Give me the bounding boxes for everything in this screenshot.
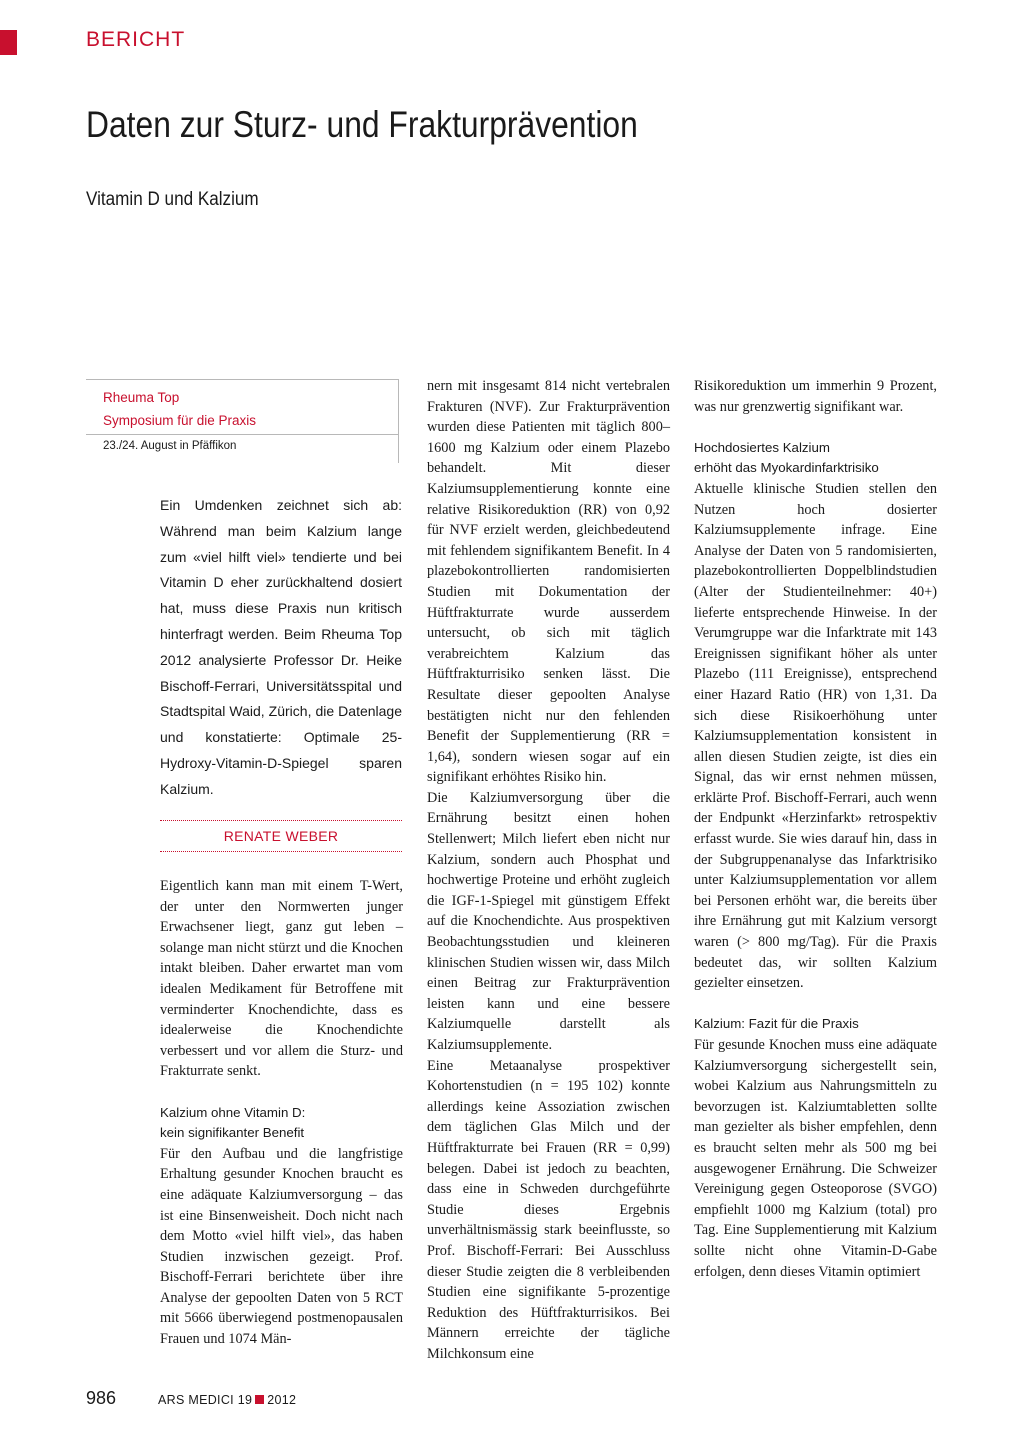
author-block xyxy=(160,820,402,852)
event-date: 23./24. August in Pfäffikon xyxy=(103,440,237,452)
section-marker xyxy=(0,30,17,55)
footer-journal xyxy=(158,1393,296,1407)
journal-year: 2012 xyxy=(267,1393,297,1407)
paragraph: nern mit insgesamt 814 nicht vertebralen Frakturen (NVF). Zur Frakturprävention wurden diese Patienten mit täglich 800–1600 mg Kalzium oder einem Plazebo behandelt. Mit dieser Kalziumsupplementierung konnte eine relative Risikoreduktion (RR) von 0,92 für NVF erzielt werden, gleichbedeutend mit fehlendem signifikantem Benefit. In 4 plazebokontrollierten randomisierten Studien mit Dokumentation der Hüftfrakturrate wurde ausserdem untersucht, ob sich mit täglich verabreichtem Kalzium das Hüftfrakturrisiko senken lässt. Die Resultate dieser gepoolten Analyse bestätigten nicht nur den fehlenden Benefit der Supplementierung (RR = 1,64), sondern wiesen sogar auf ein signifikant erhöhtes Risiko hin. xyxy=(427,378,670,786)
paragraph: Für gesunde Knochen muss eine adäquate Kalziumversorgung sichergestellt sein, wobei Kalzium aus Nahrungsmitteln zu bevorzugen ist. Kalziumtabletten sollte man gezielter als bisher empfehlen, denn es braucht selten mehr als 500 mg bei ausgewogener Ernährung. Die Schweizer Vereinigung gegen Osteoporose (SVGO) empfiehlt 1000 mg Kalzium (total) pro Tag. Eine Supplementierung mit Kalzium sollte nicht ohne Vitamin-D-Gabe erfolgen, denn dieses Vitamin optimiert xyxy=(694,1037,937,1280)
author-name: RENATE WEBER xyxy=(223,828,339,844)
journal-name: ARS MEDICI 19 xyxy=(158,1393,253,1407)
subheading: Hochdosiertes Kalzium erhöht das Myokardinfarktrisiko xyxy=(694,439,879,476)
section-label: BERICHT xyxy=(86,28,186,51)
lead-paragraph: Ein Umdenken zeichnet sich ab: Während man beim Kalzium lange zum «viel hilft viel» tendierte und bei Vitamin D eher zurückhaltend dosiert hat, muss diese Praxis nun kritisch hinterfragt werden. Beim Rheuma Top 2012 analysierte Professor Dr. Heike Bischoff-Ferrari, Universitätsspital und Stadtspital Waid, Zürich, die Datenlage und konstatierte: Optimale 25-Hydroxy-Vitamin-D-Spiegel sparen Kalzium. xyxy=(160,497,402,797)
event-name: Rheuma Top xyxy=(103,390,180,405)
column-middle xyxy=(427,376,670,1365)
author-rule-bottom xyxy=(160,851,402,852)
paragraph: Aktuelle klinische Studien stellen den Nutzen hoch dosierter Kalziumsupplemente infrage. Eine Analyse der Daten von 5 randomisierten, plazebokontrollierten Doppelblindstudien (Alter der Studienteilnehmer: 40+) lieferte entsprechende Hinweise. In der Verumgruppe war die Infarktrate mit 143 Ereignissen signifikant höher als unter Plazebo (111 Ereignisse), entsprechend einer Hazard Ratio (HR) von 1,31. Da sich diese Risikoerhöhung unter Kalziumsupplementation konsistent in allen diesen Studien zeigte, ist dies ein Signal, das wir ernst nehmen müssen, erklärte Prof. Bischoff-Ferrari, auch wenn der Endpunkt «Herzinfarkt» retrospektiv erfasst wurde. Sie wies darauf hin, dass in der Subgruppenanalyse das Infarktrisiko unter Kalziumsupplementation vor allem bei Personen erhöht war, die bereits über ihre Ernährung gut mit Kalzium versorgt waren (> 800 mg/Tag). Für die Praxis bedeutet das, wir sollten Kalzium gezielter einsetzen. xyxy=(694,480,937,992)
subheading: Kalzium: Fazit für die Praxis xyxy=(694,1016,859,1032)
subheading: Kalzium ohne Vitamin D: kein signifikanter Benefit xyxy=(160,1104,306,1141)
article-title: Daten zur Sturz- und Frakturprävention xyxy=(86,104,638,145)
page-number: 986 xyxy=(86,1388,117,1408)
paragraph: Eigentlich kann man mit einem T-Wert, der unter den Normwerten junger Erwachsener liegt, ganz gut leben – solange man nicht stürzt und die Knochen intakt bleiben. Daher erwartet man vom idealen Medikament für Betroffene mit verminderter Knochendichte, dass es idealerweise die Knochendichte verbessert und vor allem die Sturz- und Frakturrate senkt. xyxy=(160,878,403,1080)
paragraph: Eine Metaanalyse prospektiver Kohortenstudien (n = 195 102) konnte allerdings keine Assoziation zwischen dem täglichen Glas Milch und der Hüftfrakturrate bei Frauen (RR = 0,99) belegen. Dabei ist jedoch zu beachten, dass eine in Schweden durchgeführte Studie dieses Ergebnis unverhältnismässig stark beeinflusste, so Prof. Bischoff-Ferrari: Bei Ausschluss dieser Studie zeigten die 8 verbleibenden Studien eine signifikante 5-prozentige Reduktion des Hüftfrakturrisikos. Bei Männern erreichte der tägliche Milchkonsum eine xyxy=(427,1057,670,1362)
paragraph: Risikoreduktion um immerhin 9 Prozent, was nur grenzwertig signifikant war. xyxy=(694,378,937,415)
article-subtitle: Vitamin D und Kalzium xyxy=(86,189,259,210)
paragraph: Für den Aufbau und die langfristige Erhaltung gesunder Knochen braucht es eine adäquate Kalziumversorgung – das ist eine Binsenweisheit. Doch nicht nach dem Motto «viel hilft viel», das haben Studien inzwischen gezeigt. Prof. Bischoff-Ferrari berichtete über ihre Analyse der gepoolten Daten von 5 RCT mit 5666 überwiegend postmenopausalen Frauen und 1074 Män- xyxy=(160,1145,403,1348)
event-divider xyxy=(86,434,398,435)
event-info-box xyxy=(86,379,399,463)
column-right xyxy=(694,376,937,1282)
event-type: Symposium für die Praxis xyxy=(103,413,257,428)
column-left xyxy=(160,876,403,1350)
paragraph: Die Kalziumversorgung über die Ernährung besitzt einen hohen Stellenwert; Milch liefert eben nicht nur Kalzium, sondern auch Phosphat und hochwertige Proteine und erhöht zugleich die IGF-1-Spiegel mit günstigem Effekt auf die Knochendichte. Aus prospektiven Beobachtungsstudien und kleineren klinischen Studien wissen wir, dass Milch einen Beitrag zur Frakturprävention leisten kann und eine bessere Kalziumquelle darstellt als Kalziumsupplemente. xyxy=(427,789,670,1053)
square-icon xyxy=(255,1395,264,1404)
